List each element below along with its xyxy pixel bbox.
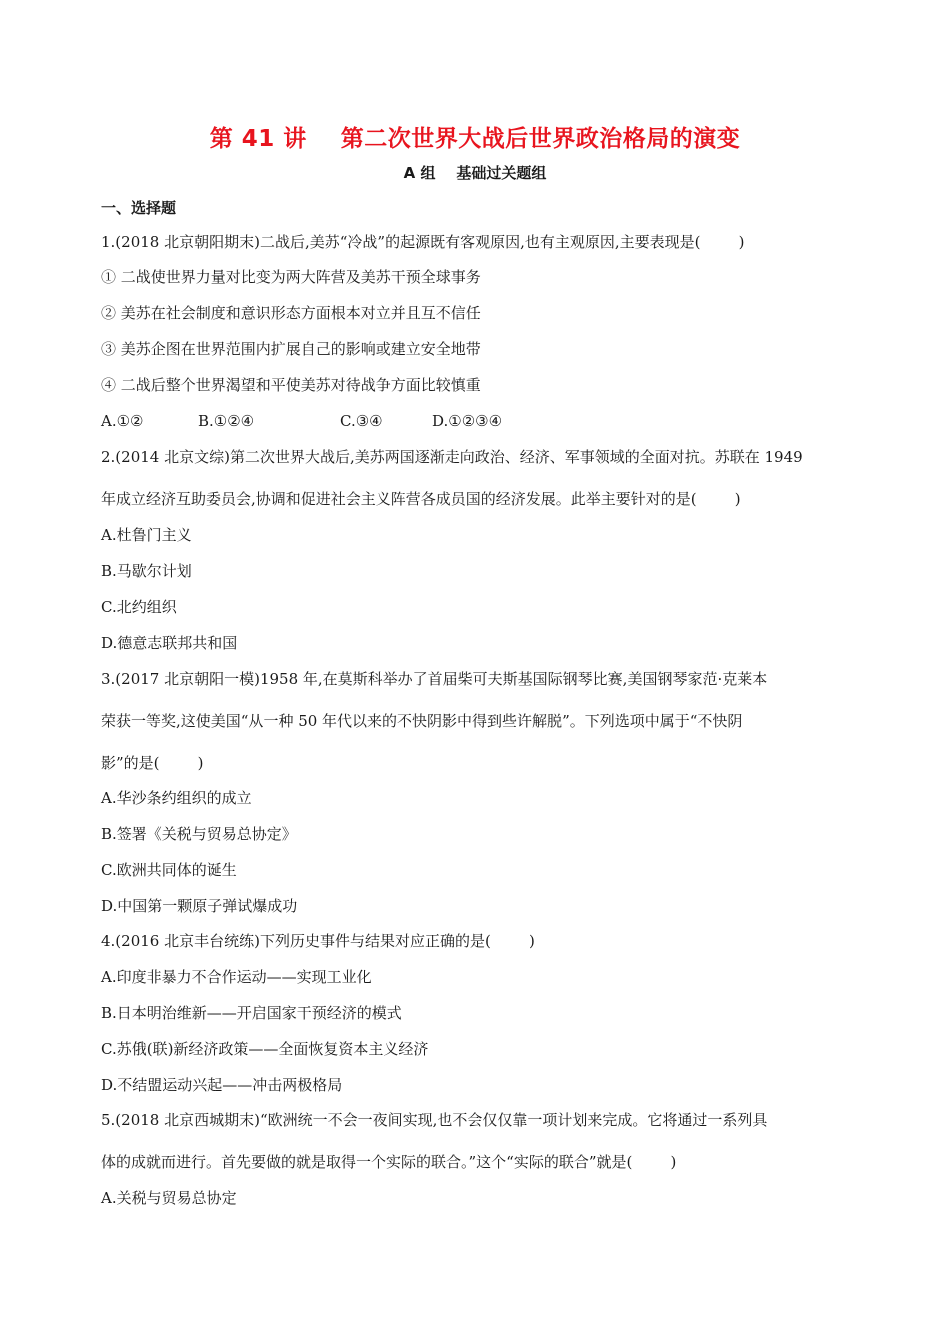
question-1-item-1: ① 二战使世界力量对比变为两大阵营及美苏干预全球事务 — [101, 268, 481, 286]
question-3-option-d: D.中国第一颗原子弹试爆成功 — [101, 897, 298, 915]
question-1-stem: 1.(2018 北京朝阳期末)二战后,美苏“冷战”的起源既有客观原因,也有主观原因,主要表现是( ) — [101, 233, 745, 251]
group-subtitle: A 组 基础过关题组 — [403, 164, 547, 182]
question-3-option-b: B.签署《关税与贸易总协定》 — [101, 825, 297, 843]
lesson-title: 第 41 讲 第二次世界大战后世界政治格局的演变 — [209, 126, 741, 152]
question-2-option-b: B.马歇尔计划 — [101, 562, 192, 580]
question-4-option-a: A.印度非暴力不合作运动——实现工业化 — [101, 968, 372, 986]
question-1-item-3: ③ 美苏企图在世界范围内扩展自己的影响或建立安全地带 — [101, 340, 481, 358]
section-heading: 一、选择题 — [101, 199, 177, 217]
question-4-stem: 4.(2016 北京丰台统练)下列历史事件与结果对应正确的是( ) — [101, 932, 535, 950]
question-2-option-a: A.杜鲁门主义 — [101, 526, 192, 544]
question-2-stem-line-2: 年成立经济互助委员会,协调和促进社会主义阵营各成员国的经济发展。此举主要针对的是( ) — [101, 490, 741, 508]
question-3-option-c: C.欧洲共同体的诞生 — [101, 861, 237, 879]
question-2-stem-line-1: 2.(2014 北京文综)第二次世界大战后,美苏两国逐渐走向政治、经济、军事领域的全面对抗。苏联在 1949 — [101, 448, 803, 466]
question-1-item-2: ② 美苏在社会制度和意识形态方面根本对立并且互不信任 — [101, 304, 481, 322]
question-2-option-d: D.德意志联邦共和国 — [101, 634, 238, 652]
question-3-stem-line-1: 3.(2017 北京朝阳一模)1958 年,在莫斯科举办了首届柴可夫斯基国际钢琴比赛,美国钢琴家范·克莱本 — [101, 670, 768, 688]
question-3-option-a: A.华沙条约组织的成立 — [101, 789, 252, 807]
question-5-option-a: A.关税与贸易总协定 — [101, 1189, 237, 1207]
question-5-stem-line-2: 体的成就而进行。首先要做的就是取得一个实际的联合。”这个“实际的联合”就是( ) — [101, 1153, 677, 1171]
question-4-option-b: B.日本明治维新——开启国家干预经济的模式 — [101, 1004, 402, 1022]
question-1-option-c: C.③④ — [340, 412, 383, 430]
question-1-item-4: ④ 二战后整个世界渴望和平使美苏对待战争方面比较慎重 — [101, 376, 481, 394]
question-4-option-d: D.不结盟运动兴起——冲击两极格局 — [101, 1076, 343, 1094]
question-2-option-c: C.北约组织 — [101, 598, 177, 616]
question-5-stem-line-1: 5.(2018 北京西城期末)“欧洲统一不会一夜间实现,也不会仅仅靠一项计划来完成。它将通过一系列具 — [101, 1111, 768, 1129]
question-1-option-d: D.①②③④ — [432, 412, 503, 430]
question-4-option-c: C.苏俄(联)新经济政策——全面恢复资本主义经济 — [101, 1040, 429, 1058]
question-1-option-a: A.①② — [101, 412, 144, 430]
question-3-stem-line-3: 影”的是( ) — [101, 754, 204, 772]
question-1-option-b: B.①②④ — [198, 412, 255, 430]
question-3-stem-line-2: 荣获一等奖,这使美国“从一种 50 年代以来的不快阴影中得到些许解脱”。下列选项中属于“不快阴 — [101, 712, 743, 730]
